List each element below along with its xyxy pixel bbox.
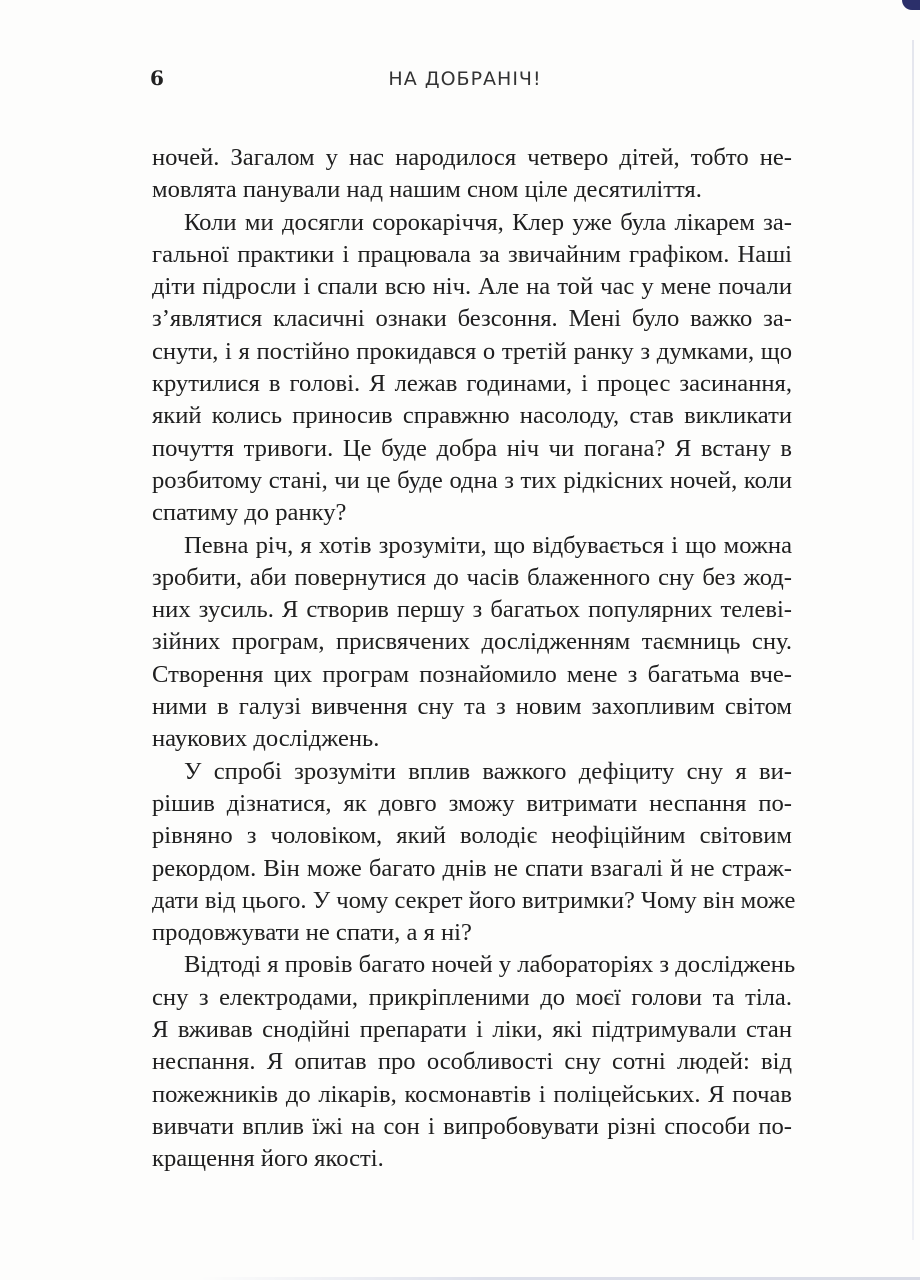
body-text	[152, 142, 796, 1176]
page-header	[150, 66, 780, 100]
text-line: спатиму до ранку?	[152, 499, 347, 527]
text-line: Коли ми досягли сорокаріччя, Клер уже була лікарем за-	[184, 208, 792, 236]
text-line: рішив дізнатися, як довго зможу витримати неспання по-	[152, 789, 792, 817]
text-line: снути, і я постійно прокидався о третій ранку з думками, що	[152, 337, 792, 365]
page-number: 6	[150, 66, 164, 90]
text-line: наукових досліджень.	[152, 725, 380, 753]
text-line: дати від цього. У чому секрет його витримки? Чому він може	[152, 886, 796, 914]
text-line: пожежників до лікарів, космонавтів і поліцейських. Я почав	[152, 1080, 792, 1108]
text-line: У спробі зрозуміти вплив важкого дефіциту сну я ви-	[184, 757, 792, 785]
page-edge-shadow	[912, 40, 914, 1240]
text-line: мовлята панували над нашим сном ціле десятиліття.	[152, 176, 702, 204]
text-line: рекордом. Він може багато днів не спати взагалі й не страж-	[152, 854, 792, 882]
text-line: ними в галузі вивчення сну та з новим захопливим світом	[152, 693, 792, 721]
text-line: кращення його якості.	[152, 1145, 384, 1173]
text-line: діти підросли і спали всю ніч. Але на той час у мене почали	[152, 273, 792, 301]
text-line: почуття тривоги. Це буде добра ніч чи погана? Я встану в	[152, 434, 792, 462]
text-line: них зусиль. Я створив першу з багатьох популярних телеві-	[152, 596, 792, 624]
text-line: сну з електродами, прикріпленими до моєї голови та тіла.	[152, 983, 792, 1011]
text-line: Певна річ, я хотів зрозуміти, що відбувається і що можна	[184, 531, 792, 559]
text-line: Створення цих програм познайомило мене з багатьма вче-	[152, 660, 792, 688]
corner-tab-mark	[902, 0, 920, 10]
text-line: рівняно з чоловіком, який володіє неофіційним світовим	[152, 822, 792, 850]
paragraph	[152, 949, 796, 1175]
paragraph	[152, 756, 796, 950]
text-line: зробити, аби повернутися до часів блаженного сну без жод-	[152, 563, 792, 591]
paragraph	[152, 207, 792, 530]
running-title: НА ДОБРАНІЧ!	[388, 68, 542, 90]
text-line: продовжувати не спати, а я ні?	[152, 919, 472, 947]
text-line: Я вживав снодійні препарати і ліки, які підтримували стан	[152, 1016, 792, 1044]
text-line: з’являтися класичні ознаки безсоння. Мені було важко за-	[152, 305, 792, 333]
text-line: ночей. Загалом у нас народилося четверо дітей, тобто не-	[152, 144, 792, 171]
paragraph	[152, 142, 792, 207]
text-line: розбитому стані, чи це буде одна з тих рідкісних ночей, коли	[152, 466, 792, 494]
text-line: неспання. Я опитав про особливості сну сотні людей: від	[152, 1048, 792, 1076]
text-line: який колись приносив справжню насолоду, став викликати	[152, 402, 792, 430]
text-line: зійних програм, присвячених дослідженням таємниць сну.	[152, 628, 792, 656]
text-line: крутилися в голові. Я лежав годинами, і процес засинання,	[152, 370, 792, 398]
text-line: гальної практики і працювала за звичайним графіком. Наші	[152, 240, 792, 268]
text-line: Відтоді я провів багато ночей у лабораторіях з досліджень	[184, 951, 796, 979]
text-line: вивчати вплив їжі на сон і випробовувати різні способи по-	[152, 1112, 792, 1140]
paragraph	[152, 530, 792, 756]
